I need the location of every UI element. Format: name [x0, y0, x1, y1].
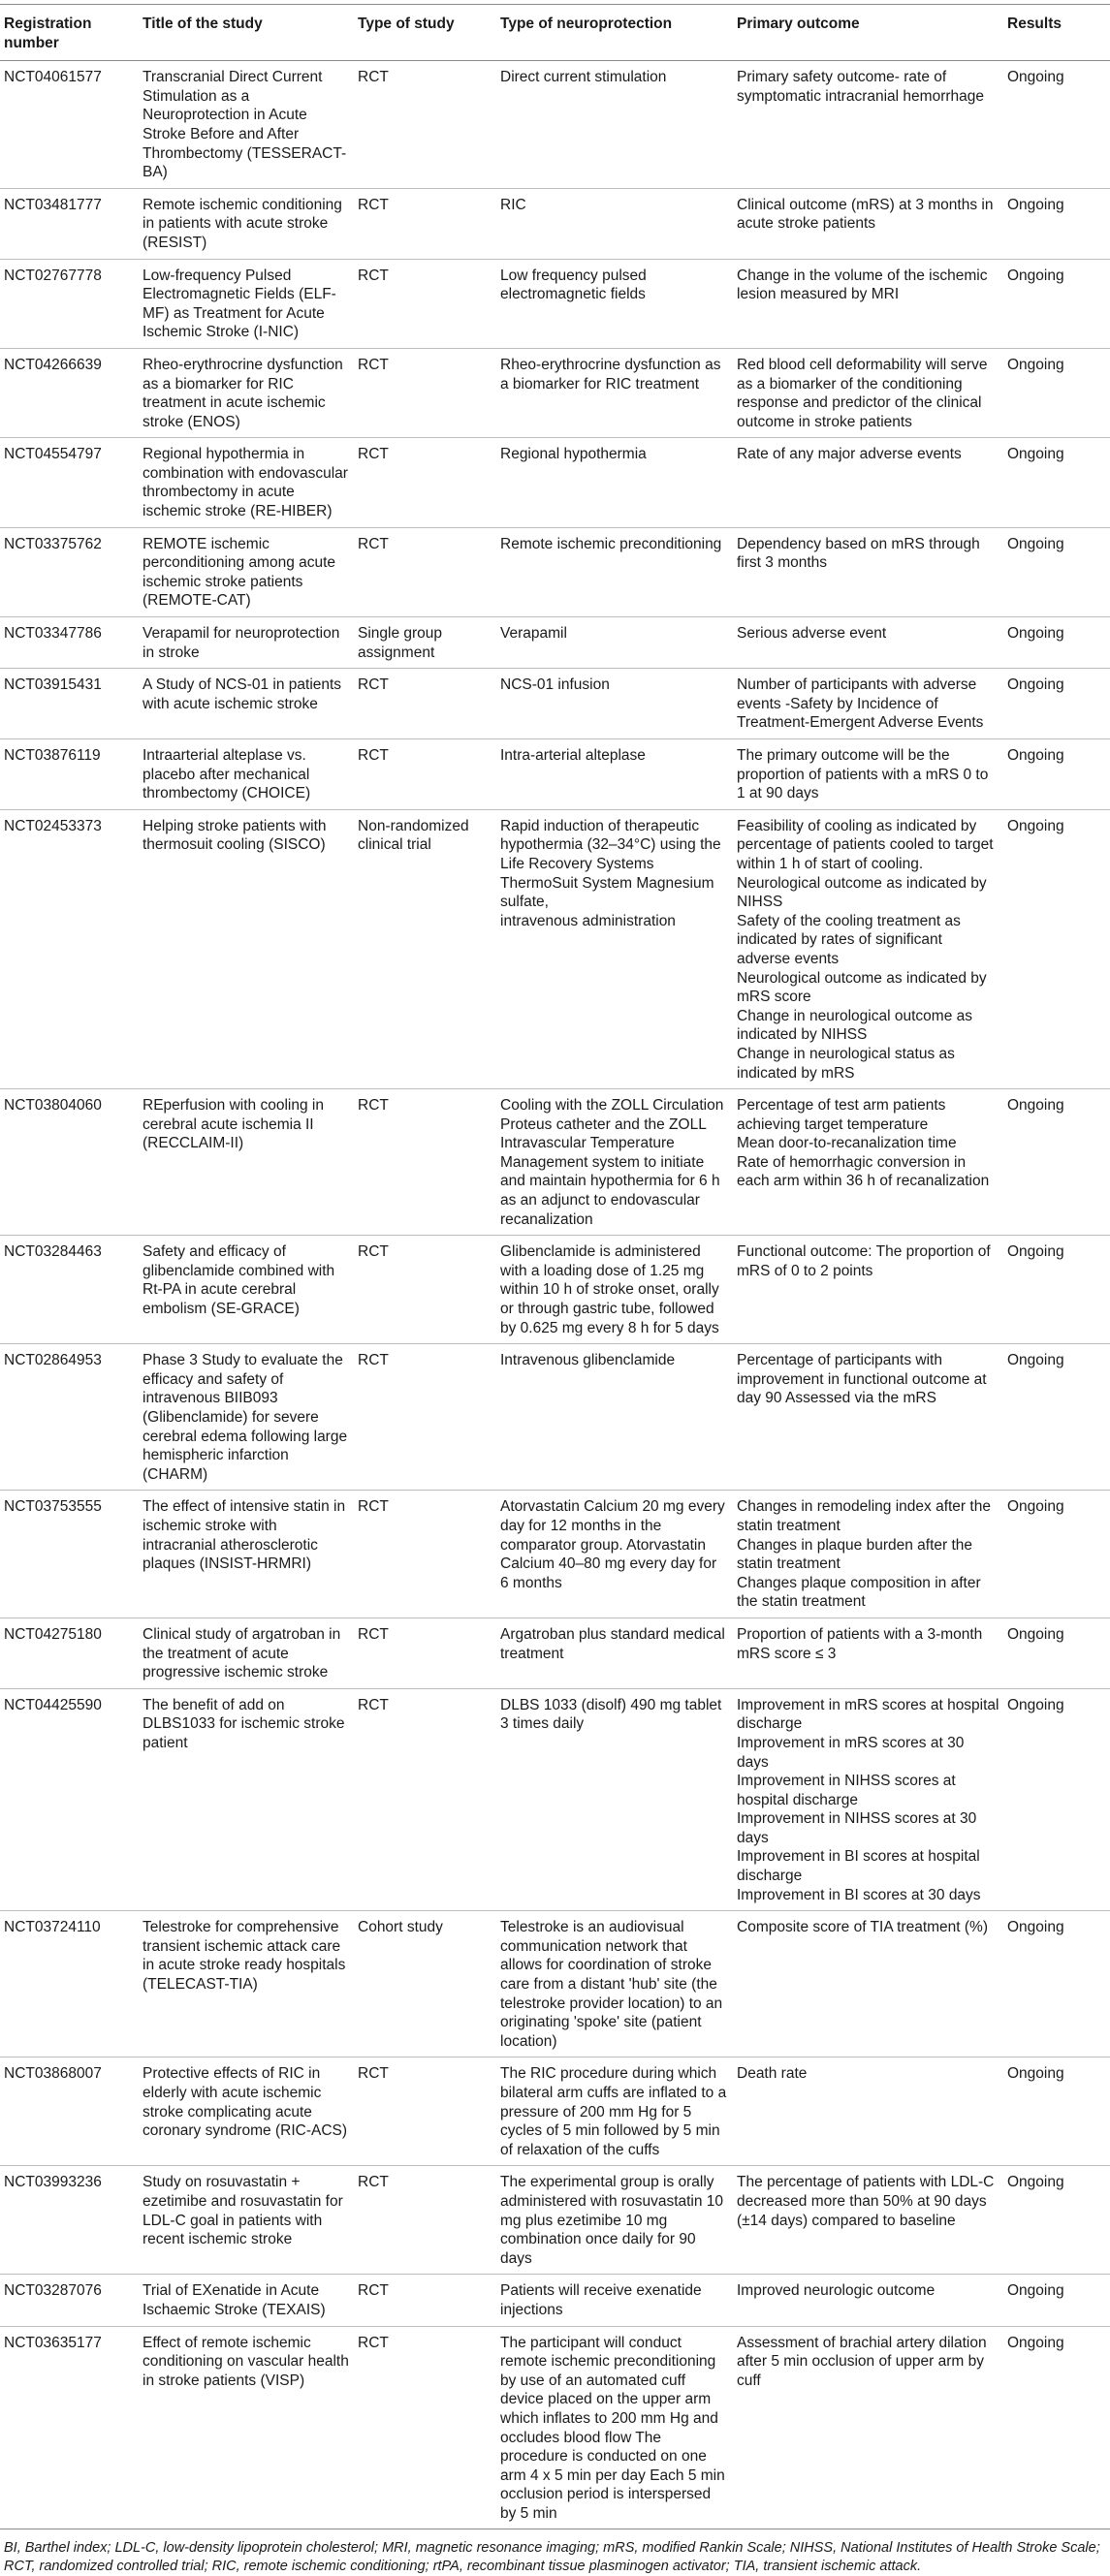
study-type-cell: RCT	[354, 2275, 496, 2326]
registration-number-cell: NCT04266639	[0, 348, 139, 437]
primary-outcome-cell-line: Improved neurologic outcome	[737, 2282, 936, 2300]
primary-outcome-cell-line: Mean door-to-recanalization time	[737, 1135, 957, 1152]
study-type-cell: RCT	[354, 438, 496, 527]
result-cell: Ongoing	[1003, 1236, 1110, 1344]
neuroprotection-cell-line: Direct current stimulation	[500, 69, 667, 86]
primary-outcome-cell	[733, 1618, 1003, 1688]
neuroprotection-cell	[496, 669, 733, 739]
study-title-cell: Low-frequency Pulsed Electromagnetic Fields (ELF-MF) as Treatment for Acute Ischemic Stroke (I-NIC)	[139, 259, 354, 348]
study-type-cell: RCT	[354, 2326, 496, 2529]
primary-outcome-cell-line: Change in neurological outcome as indicated by NIHSS	[737, 1007, 972, 1044]
registration-number-cell: NCT04425590	[0, 1688, 139, 1911]
primary-outcome-cell-line: Changes in plaque burden after the statin treatment	[737, 1536, 973, 1573]
registration-number-cell: NCT03287076	[0, 2275, 139, 2326]
primary-outcome-cell-line: Death rate	[737, 2065, 808, 2083]
study-title-cell: The benefit of add on DLBS1033 for ischemic stroke patient	[139, 1688, 354, 1911]
registration-number-cell: NCT03347786	[0, 617, 139, 669]
primary-outcome-cell	[733, 188, 1003, 259]
table-header-row	[0, 5, 1110, 61]
registration-number-cell: NCT03284463	[0, 1236, 139, 1344]
result-cell: Ongoing	[1003, 188, 1110, 259]
study-type-cell: RCT	[354, 348, 496, 437]
primary-outcome-cell-line: Percentage of participants with improvement in functional outcome at day 90 Assessed via the mRS	[737, 1352, 987, 1407]
table-row	[0, 809, 1110, 1088]
primary-outcome-cell	[733, 739, 1003, 810]
neuroprotection-cell	[496, 259, 733, 348]
primary-outcome-cell-line: Assessment of brachial artery dilation after 5 min occlusion of upper arm by cuff	[737, 2334, 987, 2389]
registration-number-cell: NCT04275180	[0, 1618, 139, 1688]
study-type-cell: Cohort study	[354, 1911, 496, 2058]
neuroprotection-cell-line: Atorvastatin Calcium 20 mg every day for 12 months in the comparator group. Atorvastatin Calcium 40–80 mg every day for 6 months	[500, 1498, 725, 1591]
neuroprotection-cell-line: Regional hypothermia	[500, 446, 647, 463]
primary-outcome-cell	[733, 2166, 1003, 2275]
study-title-cell: Trial of EXenatide in Acute Ischaemic Stroke (TEXAIS)	[139, 2275, 354, 2326]
neuroprotection-cell	[496, 2326, 733, 2529]
neuroprotection-cell-line: The RIC procedure during which bilateral arm cuffs are inflated to a pressure of 200 mm Hg for 5 cycles of 5 min followed by 5 min of relaxation of the cuffs	[500, 2065, 727, 2158]
neuroprotection-cell	[496, 1618, 733, 1688]
table-row	[0, 2166, 1110, 2275]
neuroprotection-cell	[496, 1688, 733, 1911]
study-type-cell: RCT	[354, 1236, 496, 1344]
primary-outcome-cell	[733, 1491, 1003, 1618]
result-cell: Ongoing	[1003, 1089, 1110, 1236]
table-row	[0, 669, 1110, 739]
primary-outcome-cell-line: Dependency based on mRS through first 3 months	[737, 535, 980, 572]
neuroprotection-cell-line: The participant will conduct remote ischemic preconditioning by use of an automated cuff device placed on the upper arm which inflates to 200 mm Hg and occludes blood flow The procedure is conducted on one arm 4 x 5 min per day Each 5 min occlusion period is interspersed by 5 min	[500, 2334, 725, 2522]
primary-outcome-cell	[733, 259, 1003, 348]
neuroprotection-cell-line: Remote ischemic preconditioning	[500, 535, 722, 552]
table-row	[0, 2326, 1110, 2529]
neuroprotection-cell-line: Telestroke is an audiovisual communication network that allows for coordination of stroke care from a distant 'hub' site (the telestroke provider location) to an originating 'spoke' site (patient location)	[500, 1919, 723, 2050]
primary-outcome-cell-line: Rate of any major adverse events	[737, 446, 962, 463]
result-cell: Ongoing	[1003, 2326, 1110, 2529]
neuroprotection-cell-line: Intra-arterial alteplase	[500, 747, 646, 764]
study-type-cell: RCT	[354, 1344, 496, 1491]
table-row	[0, 188, 1110, 259]
primary-outcome-cell	[733, 1688, 1003, 1911]
study-title-cell: Safety and efficacy of glibenclamide combined with Rt-PA in acute cerebral embolism (SE-GRACE)	[139, 1236, 354, 1344]
table-row	[0, 259, 1110, 348]
primary-outcome-cell-line: Improvement in BI scores at 30 days	[737, 1886, 981, 1903]
table-row	[0, 1089, 1110, 1236]
study-type-cell: RCT	[354, 1618, 496, 1688]
study-type-cell: Non-randomized clinical trial	[354, 809, 496, 1088]
study-title-cell: Intraarterial alteplase vs. placebo after mechanical thrombectomy (CHOICE)	[139, 739, 354, 810]
table-row	[0, 527, 1110, 616]
study-title-cell: Telestroke for comprehensive transient ischemic attack care in acute stroke ready hospitals (TELECAST-TIA)	[139, 1911, 354, 2058]
neuroprotection-cell	[496, 348, 733, 437]
table-row	[0, 61, 1110, 189]
study-title-cell: REperfusion with cooling in cerebral acute ischemia II (RECCLAIM-II)	[139, 1089, 354, 1236]
study-title-cell: Clinical study of argatroban in the treatment of acute progressive ischemic stroke	[139, 1618, 354, 1688]
neuroprotection-cell-line: The experimental group is orally administered with rosuvastatin 10 mg plus ezetimibe 10 mg combination once daily for 90 days	[500, 2174, 724, 2267]
registration-number-cell: NCT03753555	[0, 1491, 139, 1618]
registration-number-cell: NCT02453373	[0, 809, 139, 1088]
table-row	[0, 1344, 1110, 1491]
header-results: Results	[1003, 5, 1110, 61]
primary-outcome-cell-line: Change in neurological status as indicated by mRS	[737, 1045, 955, 1082]
study-title-cell: Regional hypothermia in combination with endovascular thrombectomy in acute ischemic stroke (RE-HIBER)	[139, 438, 354, 527]
primary-outcome-cell	[733, 1911, 1003, 2058]
primary-outcome-cell-line: Clinical outcome (mRS) at 3 months in acute stroke patients	[737, 196, 994, 233]
table-row	[0, 1911, 1110, 2058]
result-cell: Ongoing	[1003, 739, 1110, 810]
neuroprotection-cell-line: RIC	[500, 196, 526, 213]
primary-outcome-cell-line: Proportion of patients with a 3-month mRS score ≤ 3	[737, 1625, 983, 1662]
table-row	[0, 438, 1110, 527]
neuroprotection-cell-line: Verapamil	[500, 625, 567, 643]
result-cell: Ongoing	[1003, 259, 1110, 348]
study-type-cell: Single group assignment	[354, 617, 496, 669]
registration-number-cell: NCT03868007	[0, 2058, 139, 2166]
primary-outcome-cell	[733, 348, 1003, 437]
primary-outcome-cell-line: Feasibility of cooling as indicated by percentage of patients cooled to target within 1 h of start of cooling.	[737, 817, 994, 872]
primary-outcome-cell	[733, 2275, 1003, 2326]
study-title-cell: Phase 3 Study to evaluate the efficacy and safety of intravenous BIIB093 (Glibenclamide) for severe cerebral edema following large hemispheric infarction (CHARM)	[139, 1344, 354, 1491]
neuroprotection-cell-line: Intravenous glibenclamide	[500, 1352, 676, 1369]
table-row	[0, 617, 1110, 669]
primary-outcome-cell	[733, 1089, 1003, 1236]
table-row	[0, 1236, 1110, 1344]
neuroprotection-cell	[496, 1089, 733, 1236]
study-type-cell: RCT	[354, 669, 496, 739]
table-row	[0, 2058, 1110, 2166]
result-cell: Ongoing	[1003, 1344, 1110, 1491]
neuroprotection-cell	[496, 2058, 733, 2166]
primary-outcome-cell	[733, 1236, 1003, 1344]
registration-number-cell: NCT04554797	[0, 438, 139, 527]
table-body	[0, 61, 1110, 2529]
primary-outcome-cell-line: Improvement in mRS scores at hospital discharge	[737, 1696, 999, 1733]
study-type-cell: RCT	[354, 61, 496, 189]
registration-number-cell: NCT04061577	[0, 61, 139, 189]
primary-outcome-cell-line: Changes in remodeling index after the statin treatment	[737, 1498, 991, 1534]
primary-outcome-cell-line: Changes plaque composition in after the statin treatment	[737, 1574, 981, 1611]
primary-outcome-cell-line: Neurological outcome as indicated by NIHSS	[737, 874, 987, 911]
result-cell: Ongoing	[1003, 2275, 1110, 2326]
header-type-of-neuroprotection: Type of neuroprotection	[496, 5, 733, 61]
study-type-cell: RCT	[354, 259, 496, 348]
study-title-cell: Helping stroke patients with thermosuit cooling (SISCO)	[139, 809, 354, 1088]
study-type-cell: RCT	[354, 1688, 496, 1911]
study-title-cell: Protective effects of RIC in elderly with acute ischemic stroke complicating acute coronary syndrome (RIC-ACS)	[139, 2058, 354, 2166]
primary-outcome-cell-line: Improvement in mRS scores at 30 days	[737, 1734, 965, 1771]
table-row	[0, 348, 1110, 437]
neuroprotection-cell-line: Rapid induction of therapeutic hypothermia (32–34°C) using the Life Recovery Systems ThermoSuit System Magnesium sulfate,	[500, 817, 721, 911]
neuroprotection-cell	[496, 438, 733, 527]
study-type-cell: RCT	[354, 1089, 496, 1236]
neuroprotection-cell-line: Argatroban plus standard medical treatment	[500, 1625, 725, 1662]
table-row	[0, 1688, 1110, 1911]
study-type-cell: RCT	[354, 527, 496, 616]
primary-outcome-cell	[733, 61, 1003, 189]
header-type-of-study: Type of study	[354, 5, 496, 61]
primary-outcome-cell-line: Improvement in NIHSS scores at 30 days	[737, 1810, 977, 1846]
neuroprotection-cell-line: Glibenclamide is administered with a loading dose of 1.25 mg within 10 h of stroke onset, orally or through gastric tube, followed by 0.625 mg every 8 h for 5 days	[500, 1243, 719, 1336]
result-cell: Ongoing	[1003, 669, 1110, 739]
primary-outcome-cell-line: Change in the volume of the ischemic lesion measured by MRI	[737, 267, 988, 303]
primary-outcome-cell	[733, 809, 1003, 1088]
neuroprotection-cell	[496, 2275, 733, 2326]
primary-outcome-cell	[733, 2058, 1003, 2166]
study-title-cell: Rheo-erythrocrine dysfunction as a biomarker for RIC treatment in acute ischemic stroke (ENOS)	[139, 348, 354, 437]
neuroprotection-cell	[496, 188, 733, 259]
neuroprotection-cell-line: DLBS 1033 (disolf) 490 mg tablet 3 times daily	[500, 1696, 722, 1733]
primary-outcome-cell	[733, 1344, 1003, 1491]
registration-number-cell: NCT02767778	[0, 259, 139, 348]
table-row	[0, 739, 1110, 810]
result-cell: Ongoing	[1003, 1688, 1110, 1911]
header-primary-outcome: Primary outcome	[733, 5, 1003, 61]
primary-outcome-cell-line: Number of participants with adverse events -Safety by Incidence of Treatment-Emergent Adverse Events	[737, 676, 984, 732]
header-registration-number: Registration number	[0, 5, 139, 61]
table-row	[0, 1618, 1110, 1688]
primary-outcome-cell	[733, 527, 1003, 616]
registration-number-cell: NCT03876119	[0, 739, 139, 810]
primary-outcome-cell-line: Composite score of TIA treatment (%)	[737, 1919, 989, 1936]
primary-outcome-cell	[733, 438, 1003, 527]
neuroprotection-cell	[496, 617, 733, 669]
study-title-cell: A Study of NCS-01 in patients with acute ischemic stroke	[139, 669, 354, 739]
result-cell: Ongoing	[1003, 527, 1110, 616]
primary-outcome-cell-line: The primary outcome will be the proportion of patients with a mRS 0 to 1 at 90 days	[737, 747, 989, 802]
neuroprotection-cell	[496, 61, 733, 189]
neuroprotection-cell-line: Rheo-erythrocrine dysfunction as a biomarker for RIC treatment	[500, 356, 721, 393]
registration-number-cell: NCT03375762	[0, 527, 139, 616]
table-footnote: BI, Barthel index; LDL-C, low-density lipoprotein cholesterol; MRI, magnetic resonance imaging; mRS, modified Rankin Scale; NIHSS, National Institutes of Health Stroke Scale; RCT, randomized controlled trial; RIC, remote ischemic conditioning; rtPA, recombinant tissue plasminogen activator; TIA, transient ischemic attack.	[4, 2540, 1100, 2575]
primary-outcome-cell-line: Percentage of test arm patients achieving target temperature	[737, 1097, 946, 1133]
study-title-cell: Remote ischemic conditioning in patients with acute stroke (RESIST)	[139, 188, 354, 259]
trials-table	[0, 4, 1110, 2529]
neuroprotection-cell	[496, 2166, 733, 2275]
primary-outcome-cell-line: Neurological outcome as indicated by mRS score	[737, 969, 987, 1006]
primary-outcome-cell-line: Improvement in NIHSS scores at hospital discharge	[737, 1773, 956, 1808]
table-row	[0, 2275, 1110, 2326]
primary-outcome-cell-line: Improvement in BI scores at hospital discharge	[737, 1848, 980, 1885]
result-cell: Ongoing	[1003, 2166, 1110, 2275]
neuroprotection-cell	[496, 1911, 733, 2058]
neuroprotection-cell	[496, 527, 733, 616]
result-cell: Ongoing	[1003, 348, 1110, 437]
study-title-cell: Study on rosuvastatin + ezetimibe and rosuvastatin for LDL-C goal in patients with recent ischemic stroke	[139, 2166, 354, 2275]
result-cell: Ongoing	[1003, 61, 1110, 189]
result-cell: Ongoing	[1003, 617, 1110, 669]
primary-outcome-cell-line: Serious adverse event	[737, 625, 887, 643]
header-title: Title of the study	[139, 5, 354, 61]
result-cell: Ongoing	[1003, 1491, 1110, 1618]
registration-number-cell: NCT03635177	[0, 2326, 139, 2529]
study-type-cell: RCT	[354, 1491, 496, 1618]
registration-number-cell: NCT03804060	[0, 1089, 139, 1236]
study-title-cell: Verapamil for neuroprotection in stroke	[139, 617, 354, 669]
neuroprotection-cell-line: intravenous administration	[500, 912, 676, 929]
result-cell: Ongoing	[1003, 1618, 1110, 1688]
primary-outcome-cell-line: Safety of the cooling treatment as indicated by rates of significant adverse events	[737, 912, 961, 967]
study-type-cell: RCT	[354, 2166, 496, 2275]
primary-outcome-cell-line: Primary safety outcome- rate of symptomatic intracranial hemorrhage	[737, 69, 984, 105]
neuroprotection-cell-line: NCS-01 infusion	[500, 676, 610, 694]
result-cell: Ongoing	[1003, 1911, 1110, 2058]
study-title-cell: REMOTE ischemic perconditioning among acute ischemic stroke patients (REMOTE-CAT)	[139, 527, 354, 616]
neuroprotection-cell	[496, 1344, 733, 1491]
registration-number-cell: NCT03915431	[0, 669, 139, 739]
result-cell: Ongoing	[1003, 438, 1110, 527]
study-type-cell: RCT	[354, 2058, 496, 2166]
registration-number-cell: NCT03481777	[0, 188, 139, 259]
neuroprotection-cell	[496, 1236, 733, 1344]
registration-number-cell: NCT02864953	[0, 1344, 139, 1491]
primary-outcome-cell-line: Rate of hemorrhagic conversion in each arm within 36 h of recanalization	[737, 1153, 990, 1190]
primary-outcome-cell	[733, 617, 1003, 669]
neuroprotection-cell-line: Cooling with the ZOLL Circulation Proteus catheter and the ZOLL Intravascular Temperature Management system to initiate and maintain hypothermia for 6 h as an adjunct to endovascular recanalization	[500, 1097, 724, 1228]
study-type-cell: RCT	[354, 739, 496, 810]
primary-outcome-cell	[733, 2326, 1003, 2529]
primary-outcome-cell-line: The percentage of patients with LDL-C decreased more than 50% at 90 days (±14 days) compared to baseline	[737, 2174, 995, 2229]
primary-outcome-cell-line: Functional outcome: The proportion of mRS of 0 to 2 points	[737, 1243, 991, 1279]
study-title-cell: Effect of remote ischemic conditioning on vascular health in stroke patients (VISP)	[139, 2326, 354, 2529]
study-type-cell: RCT	[354, 188, 496, 259]
primary-outcome-cell	[733, 669, 1003, 739]
neuroprotection-cell-line: Patients will receive exenatide injections	[500, 2282, 702, 2318]
primary-outcome-cell-line: Red blood cell deformability will serve as a biomarker of the conditioning response and predictor of the clinical outcome in stroke patients	[737, 356, 988, 430]
table-row	[0, 1491, 1110, 1618]
neuroprotection-cell-line: Low frequency pulsed electromagnetic fields	[500, 267, 647, 303]
result-cell: Ongoing	[1003, 2058, 1110, 2166]
result-cell: Ongoing	[1003, 809, 1110, 1088]
study-title-cell: The effect of intensive statin in ischemic stroke with intracranial atherosclerotic plaques (INSIST-HRMRI)	[139, 1491, 354, 1618]
registration-number-cell: NCT03724110	[0, 1911, 139, 2058]
registration-number-cell: NCT03993236	[0, 2166, 139, 2275]
neuroprotection-cell	[496, 739, 733, 810]
neuroprotection-cell	[496, 809, 733, 1088]
study-title-cell: Transcranial Direct Current Stimulation as a Neuroprotection in Acute Stroke Before and After Thrombectomy (TESSERACT-BA)	[139, 61, 354, 189]
neuroprotection-cell	[496, 1491, 733, 1618]
